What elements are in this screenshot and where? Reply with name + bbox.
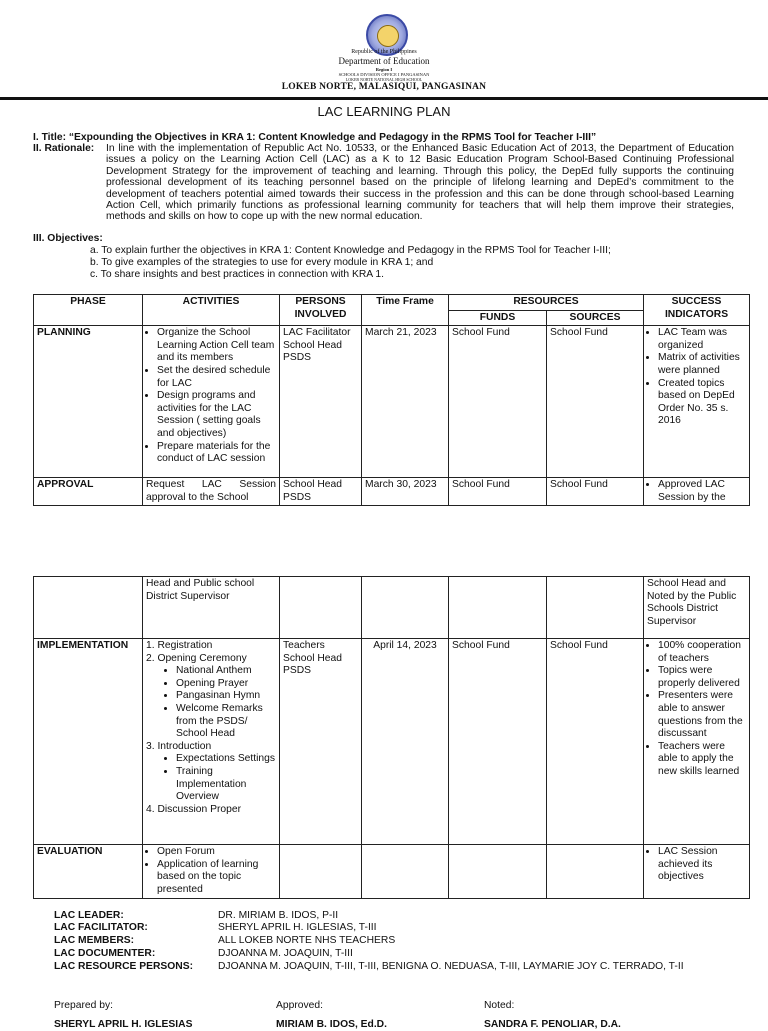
header-timeframe: Time Frame	[362, 295, 449, 326]
persons-empty	[280, 577, 362, 639]
persons-planning	[280, 326, 362, 478]
header-funds: FUNDS	[449, 310, 547, 326]
phase-evaluation: EVALUATION	[34, 845, 143, 899]
header-department: Department of Education	[338, 56, 430, 66]
sources-approval: School Fund	[547, 478, 644, 506]
approved-label: Approved:	[276, 1000, 323, 1011]
role-label-documenter: LAC DOCUMENTER:	[54, 948, 156, 959]
activities-implementation	[143, 639, 280, 845]
list-item: • Training Implementation Overview	[176, 766, 276, 804]
phase-planning: PLANNING	[34, 326, 143, 478]
list-item: • Prepare materials for the conduct of LAC session	[157, 441, 276, 466]
objective-c: c. To share insights and best practices in connection with KRA 1.	[90, 269, 385, 280]
header-division: SCHOOLS DIVISION OFFICE I PANGASINAN	[338, 72, 430, 77]
objective-a: a. To explain further the objectives in KRA 1: Content Knowledge and Pedagogy in the RPMS Tool for Teacher I-III;	[90, 245, 611, 256]
header-school: LOKEB NORTE NATIONAL HIGH SCHOOL	[345, 77, 423, 82]
table-row-approval	[34, 478, 750, 506]
funds-implementation: School Fund	[449, 639, 547, 845]
list-item: • 100% cooperation of teachers	[658, 640, 746, 665]
funds-empty	[449, 577, 547, 639]
plan-table-part1	[33, 294, 750, 506]
table-row-evaluation	[34, 845, 750, 899]
list-item: • Approved LAC Session by the	[658, 479, 746, 504]
timeframe-empty	[362, 845, 449, 899]
table-row-implementation	[34, 639, 750, 845]
activities-approval-cont: Head and Public school District Supervisor	[143, 577, 280, 639]
success-approval	[644, 478, 750, 506]
objectives-label: III. Objectives:	[33, 233, 103, 244]
person: Teachers	[283, 640, 325, 651]
person: School Head	[283, 339, 342, 351]
funds-planning: School Fund	[449, 326, 547, 478]
list-item: • Set the desired schedule for LAC	[157, 365, 276, 390]
funds-approval: School Fund	[449, 478, 547, 506]
role-label-members: LAC MEMBERS:	[54, 935, 135, 946]
success-implementation	[644, 639, 750, 845]
person: School Head	[283, 652, 342, 664]
activities-approval: Request LAC Session approval to the School	[143, 478, 280, 506]
person: LAC Facilitator	[283, 327, 351, 339]
list-item: • Application of learning based on the topic presented	[157, 859, 276, 897]
person: PSDS	[283, 491, 312, 503]
list-item: • Topics were properly delivered	[658, 665, 746, 690]
phase-approval: APPROVAL	[34, 478, 143, 506]
sources-implementation: School Fund	[547, 639, 644, 845]
role-value-facilitator: SHERYL APRIL H. IGLESIAS, T-III	[218, 922, 377, 933]
phase-empty	[34, 577, 143, 639]
list-item: • Matrix of activities were planned	[658, 352, 746, 377]
list-item: • LAC Session achieved its objectives	[658, 846, 746, 884]
role-label-leader: LAC LEADER:	[54, 910, 124, 921]
rationale-label: II. Rationale:	[33, 143, 95, 154]
header-activities: ACTIVITIES	[143, 295, 280, 326]
prepared-name: SHERYL APRIL H. IGLESIAS	[54, 1019, 193, 1030]
approved-name: MIRIAM B. IDOS, Ed.D.	[276, 1019, 387, 1030]
objective-b: b. To give examples of the strategies to use for every module in KRA 1; and	[90, 257, 434, 268]
sources-empty	[547, 845, 644, 899]
person: PSDS	[283, 665, 312, 677]
persons-empty	[280, 845, 362, 899]
activities-planning	[143, 326, 280, 478]
noted-label: Noted:	[484, 1000, 515, 1011]
activities-evaluation	[143, 845, 280, 899]
list-item: 4. Discussion Proper	[146, 803, 241, 815]
header-phase: PHASE	[34, 295, 143, 326]
role-value-documenter: DJOANNA M. JOAQUIN, T-III	[218, 948, 353, 959]
list-item: 2. Opening Ceremony	[146, 652, 247, 664]
role-value-leader: DR. MIRIAM B. IDOS, P-II	[218, 910, 339, 921]
role-value-members: ALL LOKEB NORTE NHS TEACHERS	[218, 935, 396, 946]
list-item: • Welcome Remarks from the PSDS/ School Head	[176, 703, 276, 741]
role-value-resource: DJOANNA M. JOAQUIN, T-III, T-III, BENIGNA O. NEDUASA, T-III, LAYMARIE JOY C. TERRADO, T-II	[218, 961, 684, 972]
list-item: • Open Forum	[157, 846, 276, 859]
success-approval-cont: School Head and Noted by the Public Schools District Supervisor	[644, 577, 750, 639]
success-planning	[644, 326, 750, 478]
list-item: • Presenters were able to answer questions from the discussant	[658, 690, 746, 740]
list-item: • Created topics based on DepEd Order No. 35 s. 2016	[658, 378, 746, 428]
prepared-label: Prepared by:	[54, 1000, 113, 1011]
header-success: SUCCESS INDICATORS	[644, 295, 750, 326]
timeframe-approval: March 30, 2023	[362, 478, 449, 506]
section-title-line: I. Title: “Expounding the Objectives in KRA 1: Content Knowledge and Pedagogy in the RPMS Tool for Teacher I-III”	[33, 132, 597, 143]
sources-empty	[547, 577, 644, 639]
list-item: • Pangasinan Hymn	[176, 690, 276, 703]
document-title: LAC LEARNING PLAN	[317, 104, 451, 119]
role-label-facilitator: LAC FACILITATOR:	[54, 922, 148, 933]
plan-table-part2	[33, 576, 750, 899]
sources-planning: School Fund	[547, 326, 644, 478]
timeframe-planning: March 21, 2023	[362, 326, 449, 478]
timeframe-implementation: April 14, 2023	[362, 639, 449, 845]
rationale-first: In line with the implementation of Republic Act No. 10533, or the Enhanced Basic Education Act of 2013, the Department of	[106, 143, 685, 154]
header-location: LOKEB NORTE, MALASIQUI, PANGASINAN	[281, 82, 487, 92]
success-evaluation	[644, 845, 750, 899]
timeframe-empty	[362, 577, 449, 639]
list-item: • National Anthem	[176, 665, 276, 678]
list-item: 3. Introduction	[146, 740, 212, 752]
persons-implementation	[280, 639, 362, 845]
header-sources: SOURCES	[547, 310, 644, 326]
header-region: Region I	[375, 67, 393, 72]
list-item: • Organize the School Learning Action Cell team and its members	[157, 327, 276, 365]
list-item: • Design programs and activities for the LAC Session ( setting goals and objectives)	[157, 390, 276, 440]
list-item: • Teachers were able to apply the new skills learned	[658, 741, 746, 779]
role-label-resource: LAC RESOURCE PERSONS:	[54, 961, 194, 972]
list-item: • Expectations Settings	[176, 753, 276, 766]
header-republic: Republic of the Philippines	[351, 49, 417, 55]
list-item: • Opening Prayer	[176, 678, 276, 691]
noted-name: SANDRA F. PENOLIAR, D.A.	[484, 1019, 621, 1030]
table-row-planning	[34, 326, 750, 478]
header-divider	[0, 97, 768, 100]
list-item: 1. Registration	[146, 640, 213, 651]
header-persons: PERSONS INVOLVED	[280, 295, 362, 326]
table-row-approval-cont	[34, 577, 750, 639]
header-resources: RESOURCES	[449, 295, 644, 311]
list-item: • LAC Team was organized	[658, 327, 746, 352]
rationale-text	[106, 143, 734, 223]
persons-approval	[280, 478, 362, 506]
person: PSDS	[283, 352, 312, 364]
rationale-rest: Education issues a policy on the Learning Action Cell (LAC) as a K to 12 Basic Education Program School-Based Continuing Professional Development Strategy for the improvement of teaching and learning. Through this policy, the DepEd fully supports the continuing professional development of its teaching personnel based on the principle of lifelong learning and DepEd’s commitment to the development of teachers potential aimed towards their success in the profession and this can be done through school-based Learning Action Cell, which primarily functions as professional learning community for teachers that will help them improve their strategies, methods and skills on how to cope up with the new normal education.	[106, 143, 734, 223]
phase-implementation: IMPLEMENTATION	[34, 639, 143, 845]
person: School Head	[283, 479, 342, 491]
funds-empty	[449, 845, 547, 899]
